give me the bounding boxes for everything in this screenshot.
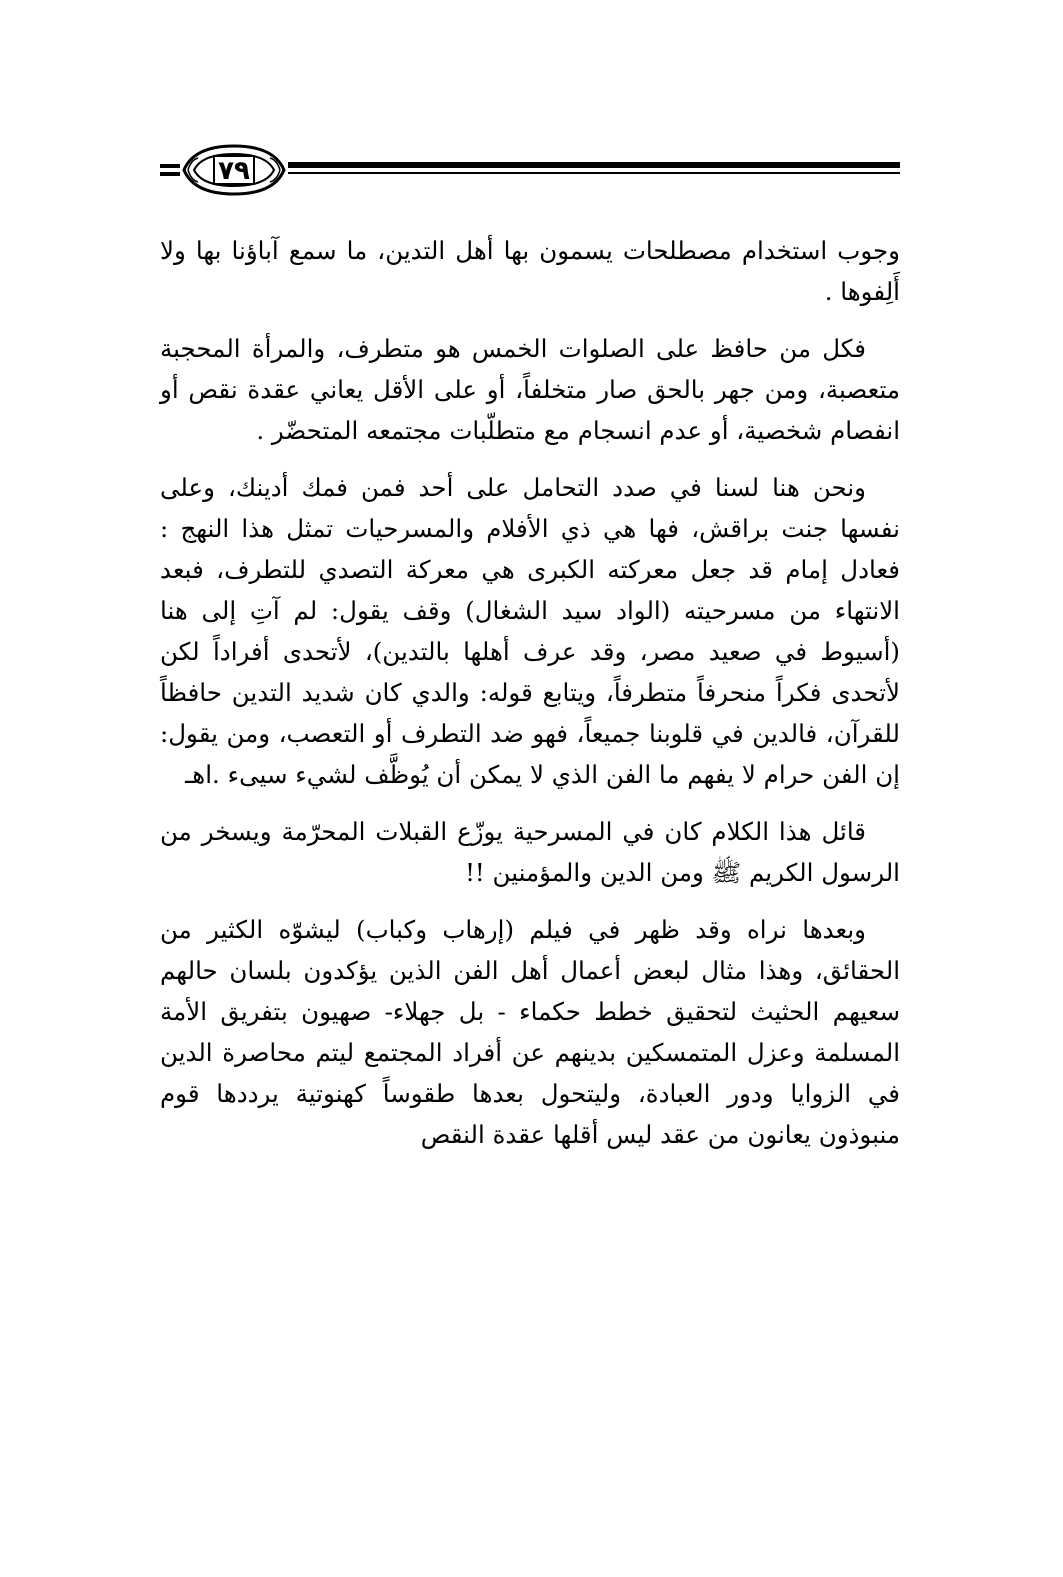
page-header — [160, 140, 900, 202]
right-rule-thin — [288, 172, 900, 174]
paragraph-4: قائل هذا الكلام كان في المسرحية يوزّع القبلات المحرّمة ويسخر من الرسول الكريم ﷺ ومن الدين والمؤمنين !! — [160, 817, 900, 887]
paragraph-1: وجوب استخدام مصطلحات يسمون بها أهل التدين، ما سمع آباؤنا بها ولا أَلِفوها . — [160, 236, 900, 306]
body-text — [160, 230, 900, 1171]
page-number-ornament — [160, 140, 900, 202]
paragraph-5: وبعدها نراه وقد ظهر في فيلم (إرهاب وكباب) ليشوّه الكثير من الحقائق، وهذا مثال لبعض أعمال أهل الفن الذين يؤكدون بلسان حالهم سعيهم الحثيث لتحقيق خطط حكماء - بل جهلاء- صهيون بتفريق الأمة المسلمة وعزل المتمسكين بدينهم عن أفراد المجتمع ليتم محاصرة الدين في الزوايا ودور العبادة، وليتحول بعدها طقوساً كهنوتية يرددها قوم منبوذون يعانون من عقد ليس أقلها عقدة النقص — [160, 915, 900, 1149]
page-number: ٧٩ — [218, 156, 250, 186]
paragraph-3: ونحن هنا لسنا في صدد التحامل على أحد فمن فمك أدينك، وعلى نفسها جنت براقش، فها هي ذي الأفلام والمسرحيات تمثل هذا النهج : فعادل إمام قد جعل معركته الكبرى هي معركة التصدي للتطرف، فبعد الانتهاء من مسرحيته (الواد سيد الشغال) وقف يقول: لم آتِ إلى هنا (أسيوط في صعيد مصر، وقد عرف أهلها بالتدين)، لأتحدى أفراداً لكن لأتحدى فكراً منحرفاً متطرفاً، ويتابع قوله: والدي كان شديد التدين حافظاً للقرآن، فالدين في قلوبنا جميعاً، فهو ضد التطرف أو التعصب، ومن يقول: إن الفن حرام لا يفهم ما الفن الذي لا يمكن أن يُوظَّف لشيء سيىء .اهـ — [160, 473, 900, 789]
right-rule-thick — [288, 162, 900, 168]
left-rule-top — [160, 164, 180, 168]
paragraph-2: فكل من حافظ على الصلوات الخمس هو متطرف، والمرأة المحجبة متعصبة، ومن جهر بالحق صار متخلفاً، أو على الأقل يعاني عقدة نقص أو انفصام شخصية، أو عدم انسجام مع متطلّبات مجتمعه المتحضّر . — [160, 334, 900, 445]
left-rule-bottom — [160, 172, 180, 176]
